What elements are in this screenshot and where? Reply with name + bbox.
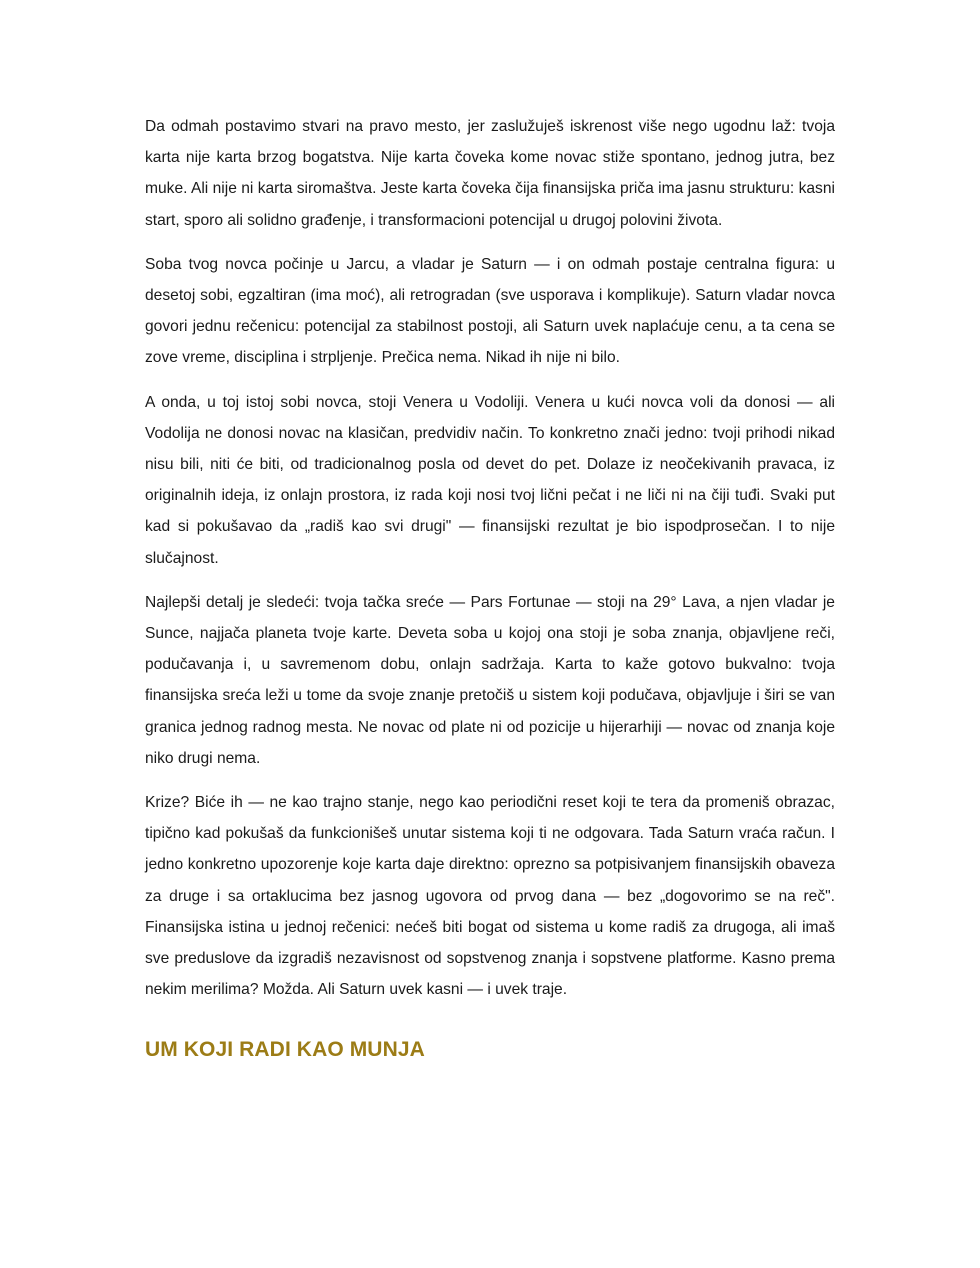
paragraph-financial-overview: Da odmah postavimo stvari na pravo mesto, jer zaslužuješ iskrenost više nego ugodnu laž: tvoja karta nije karta brzog bogatstva. Nije karta čoveka kome novac stiže spontano, jednog jutra, bez muke. Ali nije ni karta siromaštva. Jeste karta čoveka čija finansijska priča ima jasnu strukturu: kasni start, sporo ali solidno građenje, i transformacioni potencijal u drugoj polovini života. (145, 118, 835, 229)
paragraph-pars-fortunae: Najlepši detalj je sledeći: tvoja tačka sreće — Pars Fortunae — stoji na 29° Lava, a njen vladar je Sunce, najjača planeta tvoje karte. Deveta soba u kojoj ona stoji je soba znanja, objavljene reči, podučavanja i, u savremenom dobu, onlajn sadržaja. Karta to kaže gotovo bukvalno: tvoja finansijska sreća leži u tome da svoje znanje pretočiš u sistem koji podučava, objavljuje i širi se van granica jednog radnog mesta. Ne novac od plate ni od pozicije u hijerarhiji — novac od znanja koje niko drugi nema. (145, 593, 835, 767)
paragraph-venus-aquarius: A onda, u toj istoj sobi novca, stoji Venera u Vodoliji. Venera u kući novca voli da donosi — ali Vodolija ne donosi novac na klasičan, predvidiv način. To konkretno znači jedno: tvoji prihodi nikad nisu bili, niti će biti, od tradicionalnog posla od devet do pet. Dolaze iz neočekivanih pravaca, iz originalnih ideja, iz onlajn prostora, iz rada koji nosi tvoj lični pečat i ne liči ni na čiji tuđi. Svaki put kad si pokušavao da „radiš kao svi drugi" — finansijski rezultat je bio ispodprosečan. I to nije slučajnost. (145, 393, 835, 567)
document-body (145, 111, 835, 1064)
paragraph-crises-warning: Krize? Biće ih — ne kao trajno stanje, nego kao periodični reset koji te tera da promeniš obrazac, tipično kad pokušaš da funkcionišeš unutar sistema koji ti ne odgovara. Tada Saturn vraća račun. I jedno konkretno upozorenje koje karta daje direktno: oprezno sa potpisivanjem finansijskih obaveza za druge i sa ortaklucima bez jasnog ugovora od prvog dana — bez „dogovorimo se na reč". Finansijska istina u jednoj rečenici: nećeš biti bogat od sistema u kome radiš za drugoga, ali imaš sve preduslove da izgradiš nezavisnost od sopstvenog znanja i sopstvene platforme. Kasno prema nekim merilima? Možda. Ali Saturn uvek kasni — i uvek traje. (145, 794, 835, 999)
section-heading: UM KOJI RADI KAO MUNJA (145, 1038, 425, 1062)
paragraph-money-house-saturn: Soba tvog novca počinje u Jarcu, a vladar je Saturn — i on odmah postaje centralna figura: u desetoj sobi, egzaltiran (ima moć), ali retrogradan (sve usporava i komplikuje). Saturn vladar novca govori jednu rečenicu: potencijal za stabilnost postoji, ali Saturn uvek naplaćuje cenu, a ta cena se zove vreme, disciplina i strpljenje. Prečica nema. Nikad ih nije ni bilo. (145, 255, 835, 367)
